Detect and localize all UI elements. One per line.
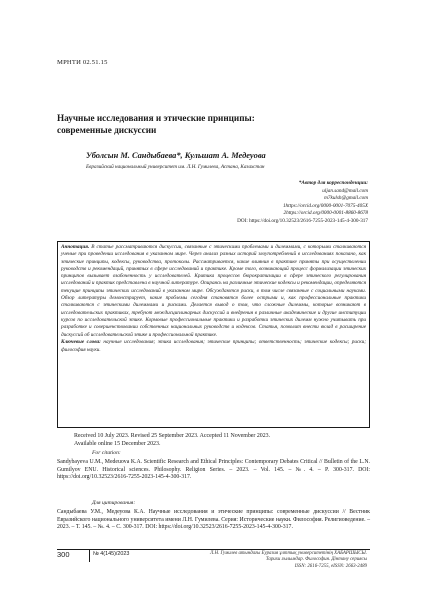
keywords-paragraph xyxy=(61,339,366,354)
orcid-1[interactable]: 1https://orcid.org/0000-0001-7075-405X xyxy=(282,202,368,209)
dates-block xyxy=(74,432,374,448)
citation-ru-text: Сандыбаева У.М., Медеуова К.А. Научные исследования и этические принципы: современные дискуссии // Вестник Евразийского национального университета имени Л.Н. Гумилева. Серия: Исторические науки. Философия. Религиоведение. – 2023. – Т. 145. – №. 4. – С. 300-317. DOI: https://doi.org/10.32523/2616-7255-2023-145-4-300-317. xyxy=(57,509,370,531)
dates-line-1: Received 10 July 2023. Revised 25 September 2023. Accepted 11 November 2023. xyxy=(74,433,271,439)
authors: Уболсын М. Сандыбаева*, Кульшат А. Медеуова xyxy=(86,151,266,160)
footer-divider xyxy=(57,549,370,550)
abstract-text: В статье рассматриваются дискуссии, связанные с этическими проблемами и дилеммами, с которыми сталкиваются ученые при проведении исследования в указанном мире. Через анализ разных историй злоупотреблений в исследованиях показано, как этические принципы, кодексы, руководства, протоколы. Рассматривается, какие влияния в практике приняты при осуществлении руководств и рекомендаций, принятых в сфере исследований и практике. Кроме того, возникающий процесс формализации этических принципов вызывает озабоченность у исследователей. Критика процессов бюрократизации в сфере этического регулирования исследований и практик представлена в научной литературе. Опираясь на различные этические кодексы и рекомендации, определяются текущие принципы этических исследований в указанном мире. Обсуждаются риски, в том числе связанные с социальными науками. Обзор литературы демонстрирует, какие проблемы сегодня становятся более острыми и, как профессиональные практики сталкиваются с этическими дилеммами и рисками. Делается вывод о том, что сложные дилеммы, которые возникают в исследовательских практиках, требуют междисциплинарных дискуссий и внедрения в различные академические и другие институции курсов по исследовательской этике. Кормовые профессиональные практики и разработки этических дилемм нужно учитывать при разработке и совершенствовании собственных национальных руководств и кодексов. Статья, позволит внести вклад в расширение дискуссий об исследовательской этике и профессиональной практике. xyxy=(61,244,366,338)
keywords-text: научные исследования; этика исследования; этические принципы; ответственность; этические кодексы; риски; философия науки. xyxy=(61,339,366,353)
journal-info-line-2: Тарихи ғылымдар. Философия. Дінтану сериясы xyxy=(265,557,367,563)
title-line-2: современные дискуссии xyxy=(57,124,157,135)
article-title xyxy=(57,113,357,136)
journal-info-line-1: Л.Н. Гумилев атындағы Еуразия ұлттық университетінің ХАБАРШЫСЫ. xyxy=(209,551,367,556)
mrnti-code: МРНТИ 02.51.15 xyxy=(57,59,108,66)
citation-ru-heading: Для цитирования: xyxy=(92,500,136,506)
journal-info-line-3: ISSN: 2616-7255, eISSN: 2663-2489 xyxy=(294,563,367,569)
orcid-2[interactable]: 2https://orcid.org/0000-0001-8860-8678 xyxy=(283,210,368,217)
issue-number: № 4(145)/2023 xyxy=(93,551,130,557)
citation-en-text: Sandybayeva U.M., Medeuova K.A. Scientific Research and Ethical Principles: Contemporary Debates Critical // Bulletin of the L.N. Gumilyov ENU. Historical sciences. Philosophy. Religion Series. – 2023. – Vol. 145. – №. 4. – P. 300-317. DOI: https://doi.org/10.32523/2616-7255-2023-145-4-300-317. xyxy=(57,459,370,481)
abstract-box xyxy=(57,241,370,428)
journal-info xyxy=(210,551,367,570)
abstract-paragraph xyxy=(61,244,366,339)
email-2[interactable]: m7kulsh@gmail.com xyxy=(324,195,368,202)
abstract-label: Аннотация. xyxy=(61,244,90,250)
footer-vertical-divider xyxy=(89,549,90,562)
email-1[interactable]: uljan.sand@mail.com xyxy=(322,187,368,194)
citation-en-heading: For citation: xyxy=(92,450,121,456)
contact-block xyxy=(237,180,368,226)
affiliation: Евразийский национальный университет им. Л.Н. Гумилева, Астана, Казахстан xyxy=(86,164,265,170)
doi-link[interactable]: DOI: https://doi.org/10.32523/2616-7255-2023-145-4-300-317 xyxy=(237,217,368,224)
page-number: 300 xyxy=(57,550,70,559)
title-line-1: Научные исследования и этические принципы: xyxy=(57,113,255,123)
keywords-label: Ключевые слова: xyxy=(61,339,101,346)
corresponding-author-label: *Автор для корреспонденции: xyxy=(298,180,368,186)
dates-line-2: Available online 15 December 2023. xyxy=(74,441,161,447)
